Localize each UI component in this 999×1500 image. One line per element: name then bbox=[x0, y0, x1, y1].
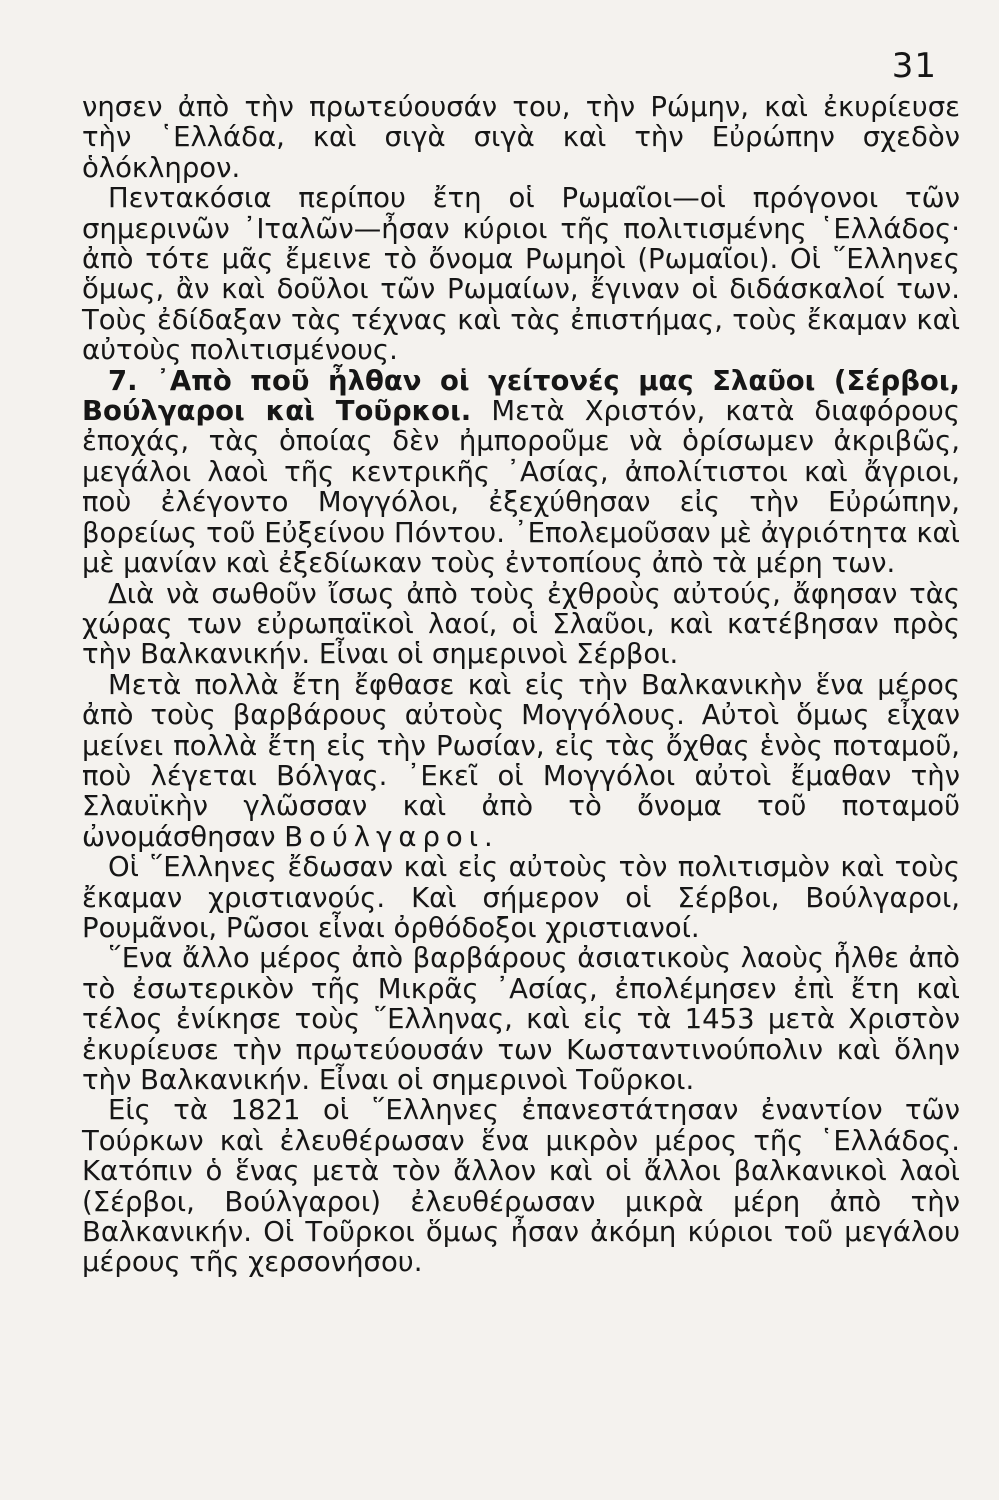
paragraph-roman-conquest: νησεν ἀπὸ τὴν πρωτεύουσάν του, τὴν Ρώμην, καὶ ἐκυρίευσε τὴν ῾Ελλάδα, καὶ σιγὰ σιγὰ καὶ τὴν Εὐρώπην σχεδὸν ὁλόκληρον. bbox=[82, 91, 960, 184]
body-text bbox=[82, 92, 960, 1278]
section-heading: 7. ᾿Απὸ ποῦ ἦλθαν οἱ γείτονές μας Σλαῦοι (Σέρβοι, Βούλγαροι καὶ Τοῦρκοι. bbox=[82, 364, 960, 428]
paragraph-roman-rule: Πεντακόσια περίπου ἔτη οἱ Ρωμαῖοι—οἱ πρόγονοι τῶν σημερινῶν ᾿Ιταλῶν—ἦσαν κύριοι τῆς πολιτισμένης ῾Ελλάδος· ἀπὸ τότε μᾶς ἔμεινε τὸ ὄνομα Ρωμηοὶ (Ρωμαῖοι). Οἱ ῞Ελληνες ὅμως, ἂν καὶ δοῦλοι τῶν Ρωμαίων, ἔγιναν οἱ διδάσκαλοί των. Τοὺς ἐδίδαξαν τὰς τέχνας καὶ τὰς ἐπιστήμας, τοὺς ἔκαμαν καὶ αὐτοὺς πολιτισμένους. bbox=[82, 182, 960, 367]
bulgars-text: Μετὰ πολλὰ ἔτη ἔφθασε καὶ εἰς τὴν Βαλκανικὴν ἕνα μέρος ἀπὸ τοὺς βαρβάρους αὐτοὺς Μογγόλους. Αὐτοὶ ὅμως εἶχαν μείνει πολλὰ ἔτη εἰς τὴν Ρωσίαν, εἰς τὰς ὄχθας ἑνὸς ποταμοῦ, ποὺ λέγεται Βόλγας. ᾿Εκεῖ οἱ Μογγόλοι αὐτοὶ ἔμαθαν τὴν Σλαυϊκὴν γλῶσσαν καὶ ἀπὸ τὸ ὄνομα τοῦ ποταμοῦ ὠνομάσθησαν bbox=[82, 668, 960, 853]
paragraph-1821: Εἰς τὰ 1821 οἱ ῞Ελληνες ἐπανεστάτησαν ἐναντίον τῶν Τούρκων καὶ ἐλευθέρωσαν ἕνα μικρὸν μέρος τῆς ῾Ελλάδος. Κατόπιν ὁ ἕνας μετὰ τὸν ἄλλον καὶ οἱ ἄλλοι βαλκανικοὶ λαοὶ (Σέρβοι, Βούλγαροι) ἐλευθέρωσαν μικρὰ μέρη ἀπὸ τὴν Βαλκανικήν. Οἱ Τοῦρκοι ὅμως ἦσαν ἀκόμη κύριοι τοῦ μεγάλου μέρους τῆς χερσονήσου. bbox=[82, 1094, 960, 1279]
paragraph-christianity: Οἱ ῞Ελληνες ἔδωσαν καὶ εἰς αὐτοὺς τὸν πολιτισμὸν καὶ τοὺς ἔκαμαν χριστιανούς. Καὶ σήμερον οἱ Σέρβοι, Βούλγαροι, Ρουμᾶνοι, Ρῶσοι εἶναι ὀρθόδοξοι χριστιανοί. bbox=[82, 851, 960, 944]
paragraph-turks: ῞Ενα ἄλλο μέρος ἀπὸ βαρβάρους ἀσιατικοὺς λαοὺς ἦλθε ἀπὸ τὸ ἐσωτερικὸν τῆς Μικρᾶς ᾿Ασίας, ἐπολέμησεν ἐπὶ ἔτη καὶ τέλος ἐνίκησε τοὺς ῞Ελληνας, καὶ εἰς τὰ 1453 μετὰ Χριστὸν ἐκυρίευσε τὴν πρωτεύουσάν των Κωσταντινούπολιν καὶ ὅλην τὴν Βαλκανικήν. Εἶναι οἱ σημερινοὶ Τοῦρκοι. bbox=[82, 942, 960, 1096]
paragraph-bulgars bbox=[82, 670, 960, 852]
page-number: 31 bbox=[891, 46, 937, 86]
bulgars-name: Βούλγαροι. bbox=[284, 820, 499, 853]
paragraph-slavs: Διὰ νὰ σωθοῦν ἴσως ἀπὸ τοὺς ἐχθροὺς αὐτούς, ἄφησαν τὰς χώρας των εὐρωπαϊκοὶ λαοί, οἱ Σλαῦοι, καὶ κατέβησαν πρὸς τὴν Βαλκανικήν. Εἶναι οἱ σημερινοὶ Σέρβοι. bbox=[82, 577, 960, 671]
section-7-text: Μετὰ Χριστόν, κατὰ διαφόρους ἐποχάς, τὰς ὁποίας δὲν ἠμποροῦμε νὰ ὁρίσωμεν ἀκριβῶς, μεγάλοι λαοὶ τῆς κεντρικῆς ᾿Ασίας, ἀπολίτιστοι καὶ ἄγριοι, ποὺ ἐλέγοντο Μογγόλοι, ἐξεχύθησαν εἰς τὴν Εὐρώπην, βορείως τοῦ Εὐξείνου Πόντου. ᾿Επολεμοῦσαν μὲ ἀγριότητα καὶ μὲ μανίαν καὶ ἐξεδίωκαν τοὺς ἐντοπίους ἀπὸ τὰ μέρη των. bbox=[82, 395, 960, 580]
paragraph-section-7 bbox=[82, 366, 960, 579]
